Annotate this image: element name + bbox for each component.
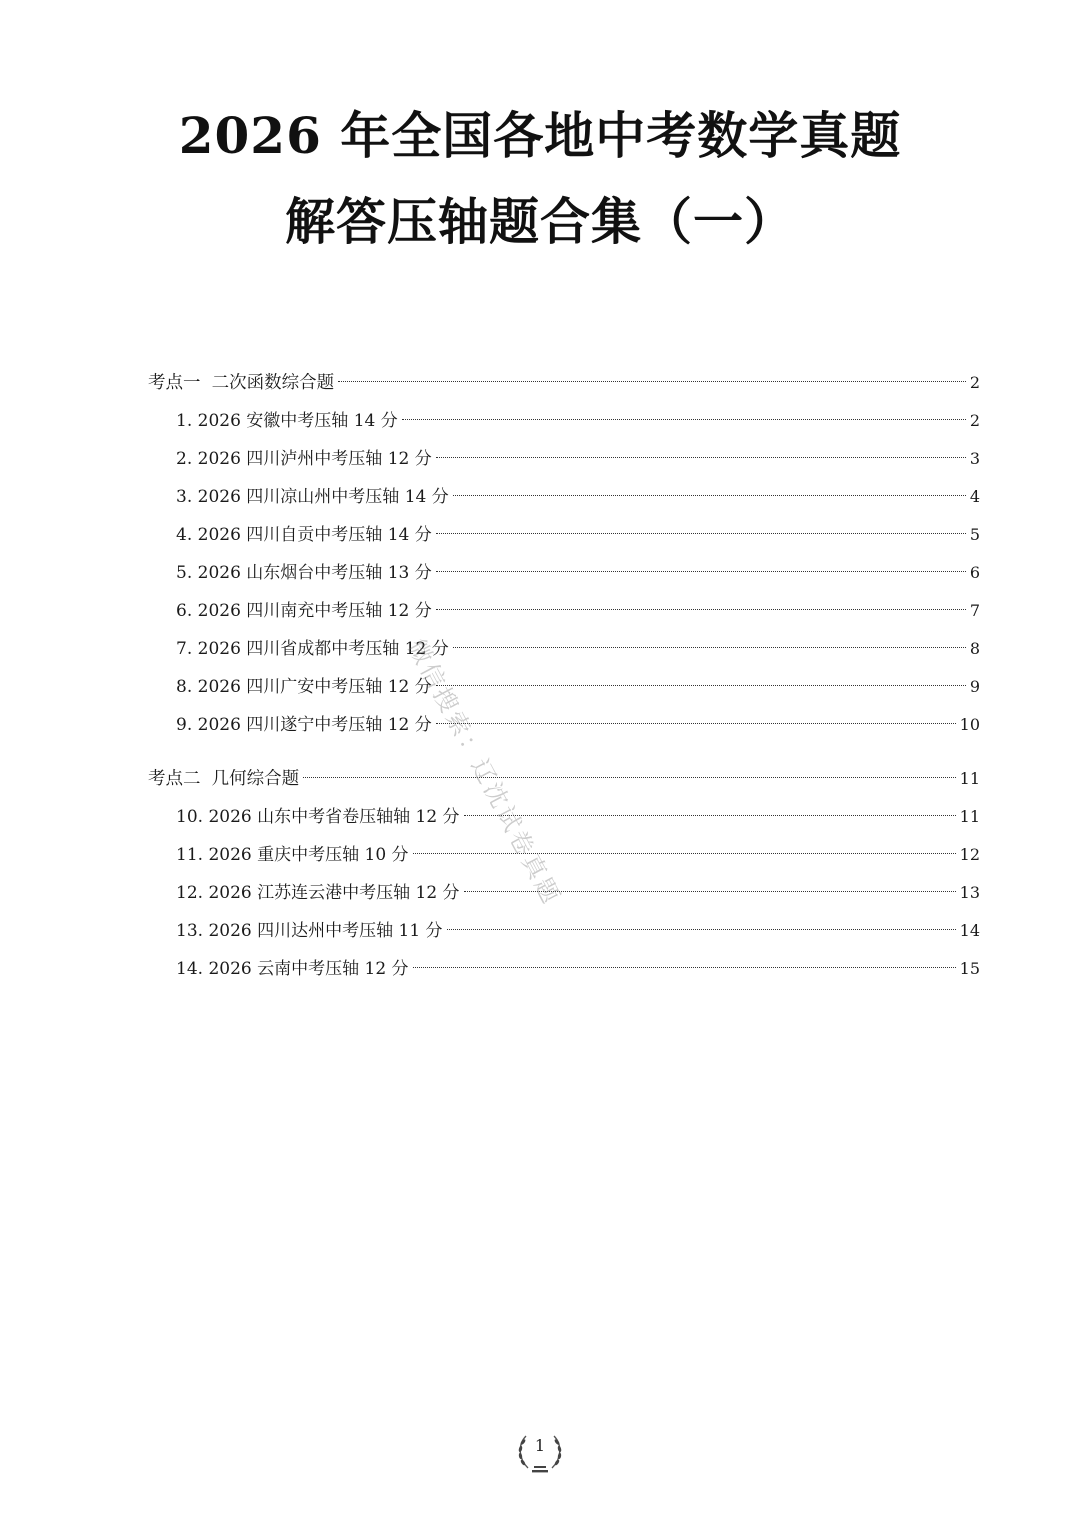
toc-section-label: 考点一 二次函数综合题 [148, 373, 335, 393]
toc-item[interactable] [148, 630, 980, 668]
watermark-text: 微信搜索：辽沈试卷真题 [401, 634, 567, 911]
toc-item-label: 4. 2026 四川自贡中考压轴 14 分 [176, 525, 432, 545]
toc-item-label: 2. 2026 四川泸州中考压轴 12 分 [176, 449, 432, 469]
dot-leader [464, 815, 956, 816]
toc-page-number: 13 [959, 883, 980, 902]
dot-leader [303, 777, 956, 778]
toc-page-number: 10 [959, 715, 980, 734]
dot-leader [436, 571, 966, 572]
toc-item[interactable] [148, 440, 980, 478]
toc-section-label: 考点二 几何综合题 [148, 769, 300, 789]
dot-leader [402, 419, 966, 420]
toc-page-number: 7 [969, 601, 980, 620]
toc-item-label: 14. 2026 云南中考压轴 12 分 [176, 959, 409, 979]
toc-item[interactable] [148, 836, 980, 874]
toc-page-number: 2 [969, 411, 980, 430]
toc-page-number: 15 [959, 959, 980, 978]
dot-leader [413, 967, 956, 968]
toc-item-label: 6. 2026 四川南充中考压轴 12 分 [176, 601, 432, 621]
toc-item[interactable] [148, 554, 980, 592]
toc-item[interactable] [148, 706, 980, 744]
toc-item-label: 9. 2026 四川遂宁中考压轴 12 分 [176, 715, 432, 735]
toc-item-label: 13. 2026 四川达州中考压轴 11 分 [176, 921, 443, 941]
dot-leader [338, 381, 966, 382]
toc-item-label: 10. 2026 山东中考省卷压轴轴 12 分 [176, 807, 460, 827]
document-title-line-2: 解答压轴题合集（一） [285, 192, 795, 251]
toc-item[interactable] [148, 798, 980, 836]
toc-page-number: 2 [969, 373, 980, 392]
toc-item-label: 12. 2026 江苏连云港中考压轴 12 分 [176, 883, 460, 903]
dot-leader [453, 647, 966, 648]
toc-item-label: 5. 2026 山东烟台中考压轴 13 分 [176, 563, 432, 583]
toc-page-number: 6 [969, 563, 980, 582]
toc-page-number: 12 [959, 845, 980, 864]
toc-item[interactable] [148, 950, 980, 988]
toc-page-number: 14 [959, 921, 980, 940]
dot-leader [413, 853, 956, 854]
dot-leader [436, 609, 966, 610]
dot-leader [436, 533, 966, 534]
toc-item-label: 8. 2026 四川广安中考压轴 12 分 [176, 677, 432, 697]
toc-item-label: 1. 2026 安徽中考压轴 14 分 [176, 411, 398, 431]
toc-item[interactable] [148, 478, 980, 516]
toc-page-number: 11 [959, 769, 980, 788]
toc-page-number: 11 [959, 807, 980, 826]
page-number: 1 [534, 1436, 546, 1455]
dot-leader [436, 723, 956, 724]
document-title-line-1: 2026 年全国各地中考数学真题 [178, 106, 902, 165]
dot-leader [436, 685, 966, 686]
toc-page-number: 8 [969, 639, 980, 658]
toc-item-label: 3. 2026 四川凉山州中考压轴 14 分 [176, 487, 449, 507]
dot-leader [436, 457, 966, 458]
toc-page-number: 9 [969, 677, 980, 696]
dot-leader [447, 929, 956, 930]
toc-page-number: 5 [969, 525, 980, 544]
toc-item-label: 11. 2026 重庆中考压轴 10 分 [176, 845, 409, 865]
toc-item[interactable] [148, 668, 980, 706]
toc-section-1[interactable] [148, 364, 980, 402]
toc-item[interactable] [148, 402, 980, 440]
toc-page-number: 3 [969, 449, 980, 468]
dot-leader [453, 495, 966, 496]
toc-page-number: 4 [969, 487, 980, 506]
toc-item-label: 7. 2026 四川省成都中考压轴 12 分 [176, 639, 449, 659]
page-number-badge [512, 1428, 568, 1480]
toc-item[interactable] [148, 592, 980, 630]
toc-section-2[interactable] [148, 760, 980, 798]
toc-item[interactable] [148, 516, 980, 554]
